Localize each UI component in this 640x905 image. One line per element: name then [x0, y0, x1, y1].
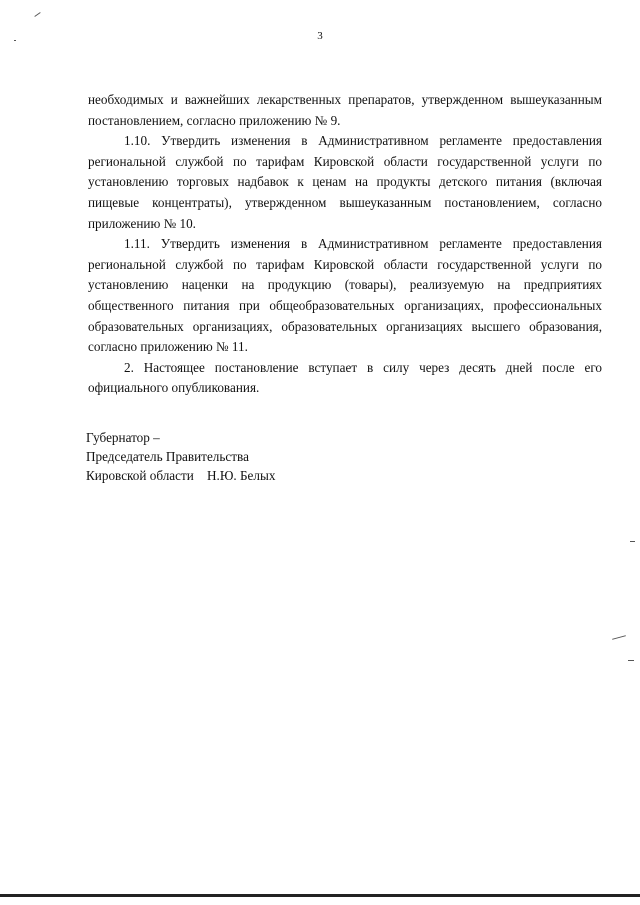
- paragraph-1-10: 1.10. Утвердить изменения в Административном регламенте предоставления региональной службой по тарифам Кировской области государственной услуги по установлению торговых надбавок к ценам на продукты детского питания (включая пищевые концентраты), утвержденном вышеуказанным постановлением, согласно приложению № 10.: [88, 133, 602, 231]
- paragraph-1-11: 1.11. Утвердить изменения в Административном регламенте предоставления региональной службой по тарифам Кировской области государственной услуги по установлению наценки на продукцию (товары), реализуемую на предприятиях общественного питания при общеобразовательных организациях, профессиональных образовательных организациях, образовательных организациях высшего образования, согласно приложению № 11.: [88, 236, 602, 355]
- scan-mark-right-1: [630, 541, 635, 542]
- document-body: [88, 90, 602, 399]
- scan-mark-right-2: [612, 635, 626, 640]
- scan-mark-right-3: [628, 660, 634, 661]
- paragraph-continuation: необходимых и важнейших лекарственных препаратов, утвержденном вышеуказанным постановлением, согласно приложению № 9.: [88, 92, 602, 128]
- paragraph-2: 2. Настоящее постановление вступает в силу через десять дней после его официального опубликования.: [88, 359, 602, 396]
- signature-title: Губернатор –: [86, 430, 160, 445]
- page-number: 3: [317, 30, 323, 42]
- page-bottom-border: [0, 894, 640, 897]
- scan-mark-dot-left: [14, 40, 16, 41]
- signature-block: [86, 428, 275, 485]
- signature-position: Председатель Правительства: [86, 449, 249, 464]
- scan-mark-top-left: [34, 12, 40, 17]
- signature-name: Кировской области Н.Ю. Белых: [86, 468, 276, 483]
